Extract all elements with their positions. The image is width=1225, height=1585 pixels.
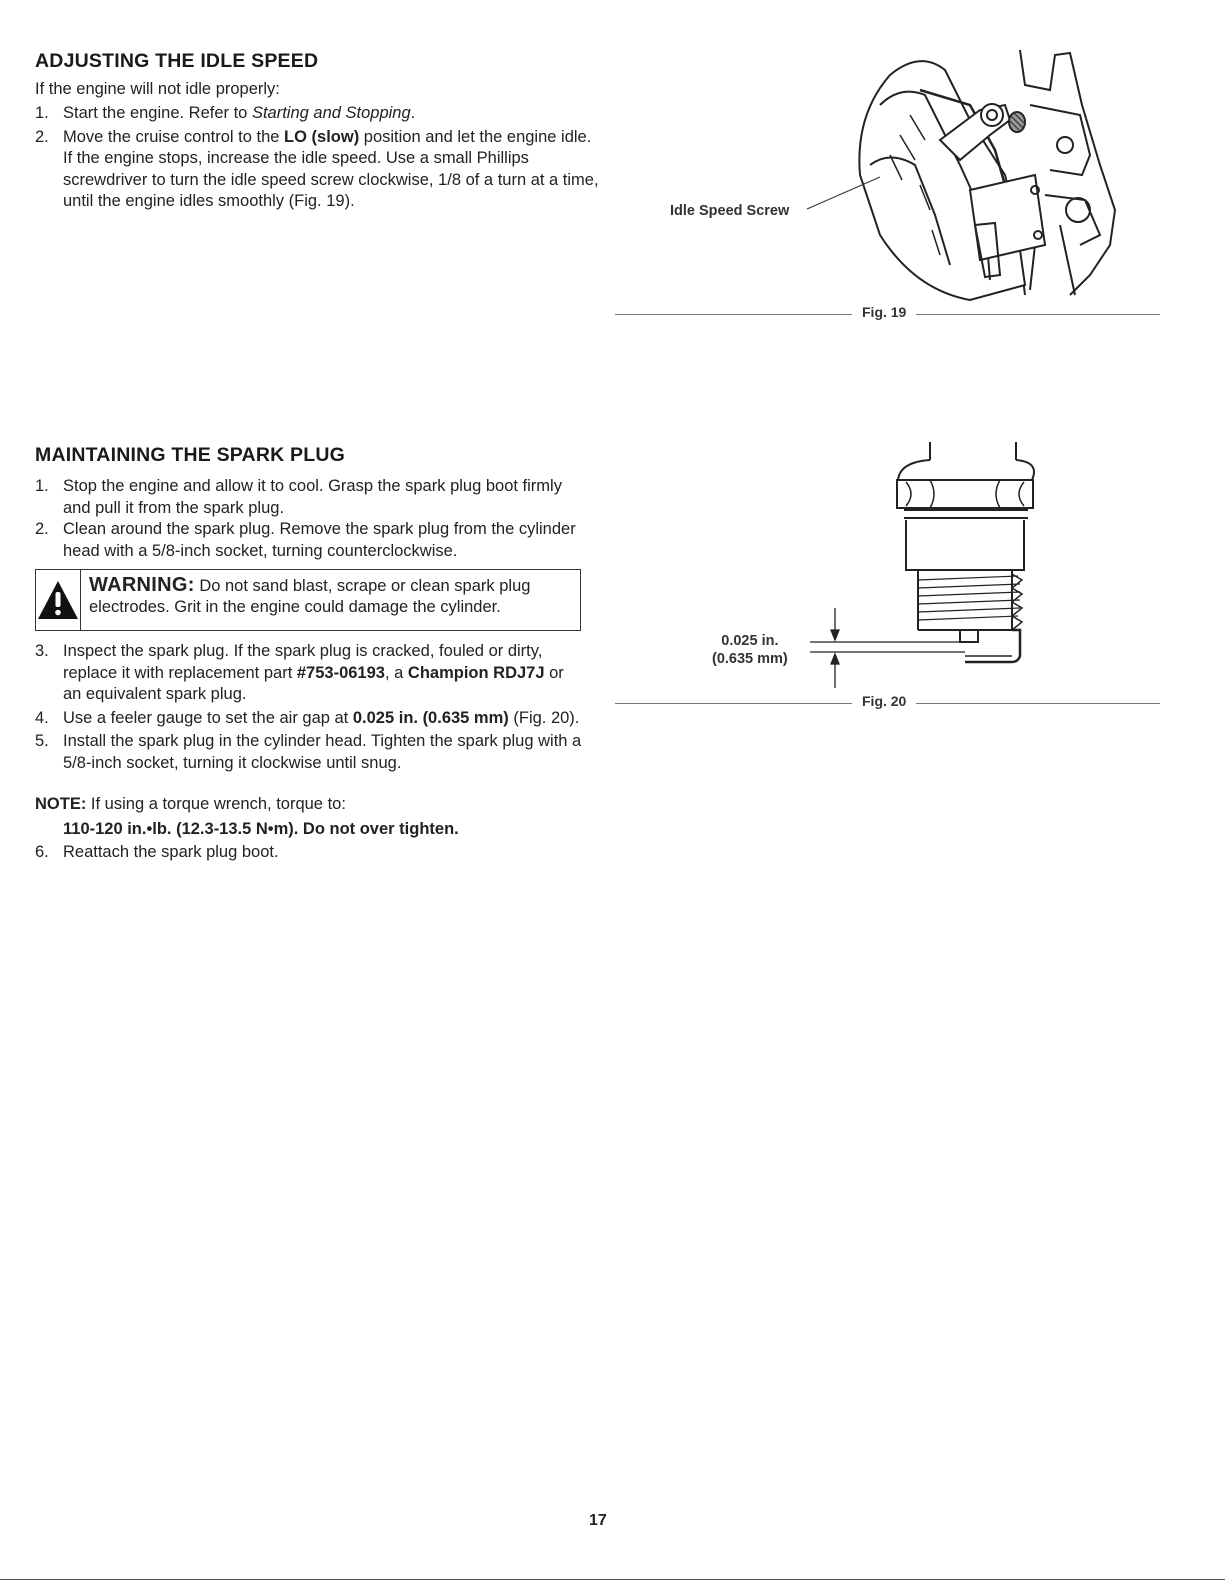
step-text-mid: , a — [384, 663, 408, 682]
callout-leader-line — [805, 175, 885, 215]
step-number: 3. — [35, 642, 49, 660]
step-text: Inspect the spark plug. If the spark plug is cracked, fouled or dirty, replace it with replacement part — [63, 642, 543, 682]
spark-section-title: MAINTAINING THE SPARK PLUG — [35, 444, 345, 466]
spark-plug-gap-illustration — [800, 438, 1060, 688]
list-item — [35, 127, 603, 213]
spark-plug-brand: Champion RDJ7J — [407, 663, 545, 682]
idle-speed-screw-callout: Idle Speed Screw — [670, 203, 790, 219]
torque-spec: 110-120 in.•lb. (12.3-13.5 N•m). Do not over tighten. — [63, 819, 459, 838]
step-text: Stop the engine and allow it to cool. Grasp the spark plug boot firmly and pull it from the spark plug. — [63, 477, 562, 517]
step-text-end: (Fig. 20). — [508, 708, 580, 727]
air-gap-value: 0.025 in. (0.635 mm) — [352, 708, 509, 727]
gap-inches: 0.025 in. — [721, 633, 779, 649]
spark-steps-list-a — [35, 476, 580, 562]
step-number: 5. — [35, 732, 49, 750]
step-text-end: or an equivalent spark plug. — [63, 663, 564, 703]
list-item — [35, 731, 583, 774]
step-text: Reattach the spark plug boot. — [63, 843, 279, 861]
page-number: 17 — [589, 1512, 607, 1529]
step-text: Install the spark plug in the cylinder head. Tighten the spark plug with a 5/8-inch socket, turning it clockwise until snug. — [63, 732, 582, 772]
list-item — [35, 641, 583, 706]
step-text-end: position and let the engine idle. If the engine stops, increase the idle speed. Use a small Phillips screwdriver to turn the idle speed screw clockwise, 1/8 of a turn at a time, until the engine idles smoothly (Fig. 19). — [63, 127, 599, 210]
step-text-end: . — [410, 104, 416, 122]
step-text: Use a feeler gauge to set the air gap at — [63, 708, 353, 727]
part-number: #753-06193 — [296, 663, 385, 682]
step-number: 2. — [35, 127, 49, 146]
idle-steps-list — [35, 103, 599, 213]
step-number: 1. — [35, 104, 49, 122]
step-number: 6. — [35, 843, 49, 861]
warning-text — [81, 570, 580, 630]
idle-section-title: ADJUSTING THE IDLE SPEED — [35, 50, 319, 72]
gap-millimeters: (0.635 mm) — [712, 651, 788, 667]
fig20-caption: Fig. 20 — [852, 693, 916, 709]
step-number: 4. — [35, 708, 49, 727]
warning-label: WARNING: — [89, 574, 195, 596]
note-text: If using a torque wrench, torque to: — [86, 795, 346, 813]
step-text: Move the cruise control to the — [63, 127, 285, 146]
emphasis: LO (slow) — [284, 127, 360, 146]
gap-dimension-callout — [712, 632, 788, 668]
spark-steps-list-b — [35, 641, 583, 774]
torque-note — [35, 794, 595, 840]
step-number: 2. — [35, 520, 49, 538]
list-item — [35, 842, 580, 864]
step-text: Start the engine. Refer to — [63, 104, 252, 122]
list-item — [35, 476, 580, 519]
note-label: NOTE: — [35, 795, 87, 813]
list-item — [35, 103, 595, 125]
note-line — [35, 794, 595, 816]
list-item — [35, 519, 580, 562]
step-text: Clean around the spark plug. Remove the spark plug from the cylinder head with a 5/8-inch socket, turning counterclockwise. — [63, 520, 576, 560]
spark-steps-list-c — [35, 842, 580, 864]
step-number: 1. — [35, 477, 49, 495]
fig19-caption: Fig. 19 — [852, 304, 916, 320]
warning-icon-cell — [36, 570, 81, 630]
warning-box — [35, 569, 581, 631]
list-item — [35, 708, 583, 730]
warning-triangle-icon — [36, 579, 80, 621]
idle-intro: If the engine will not idle properly: — [35, 80, 280, 98]
footer-rule — [0, 1579, 1225, 1580]
cross-reference: Starting and Stopping — [251, 104, 411, 122]
warning-message: Do not sand blast, scrape or clean spark plug electrodes. Grit in the engine could damage the cylinder. — [89, 577, 531, 616]
